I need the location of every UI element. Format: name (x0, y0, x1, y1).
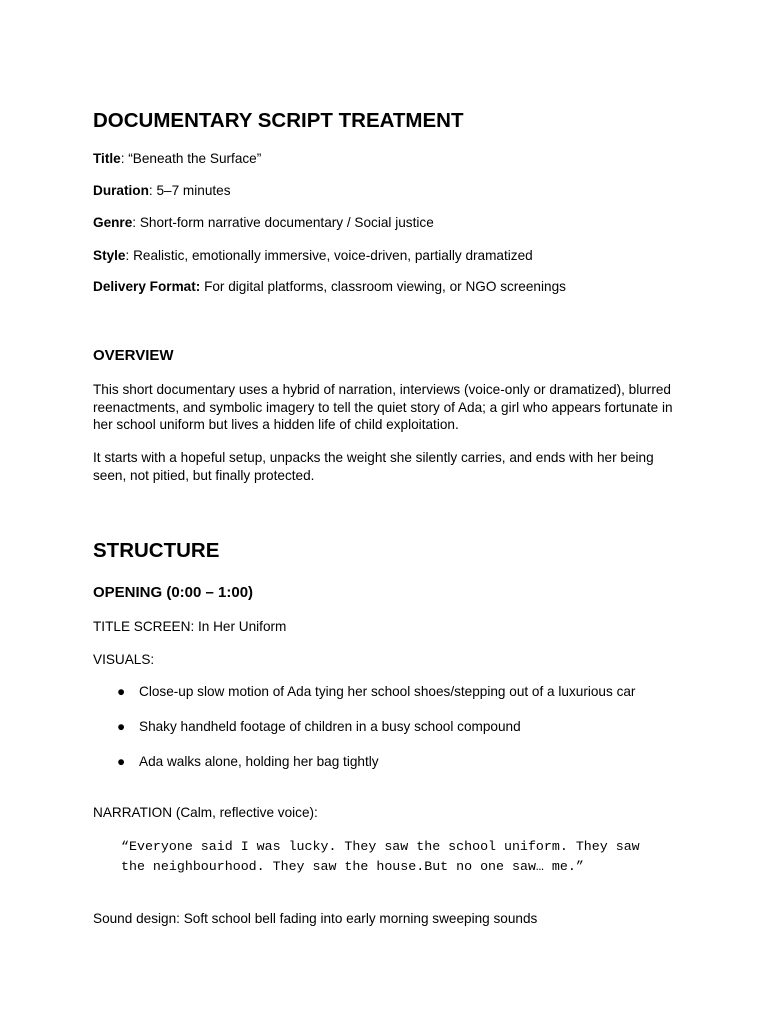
bullet-icon: ● (117, 684, 126, 699)
meta-duration-sep: : (148, 183, 157, 198)
meta-duration-label: Duration (93, 183, 149, 198)
meta-delivery-format (93, 278, 683, 296)
meta-title-value: “Beneath the Surface” (128, 151, 262, 166)
meta-style (93, 247, 683, 265)
structure-heading: STRUCTURE (93, 539, 220, 562)
visual-item-text: Close-up slow motion of Ada tying her school shoes/stepping out of a luxurious car (139, 684, 636, 699)
overview-paragraph-1: This short documentary uses a hybrid of narration, interviews (voice-only or dramatized), blurred reenactments, and symbolic imagery to tell the quiet story of Ada; a girl who appears fortunate in her school uniform but lives a hidden life of child exploitation. (93, 382, 673, 432)
visual-item-text: Ada walks alone, holding her bag tightly (139, 754, 379, 769)
meta-title-sep: : (120, 151, 129, 166)
document-heading: DOCUMENTARY SCRIPT TREATMENT (93, 109, 464, 132)
meta-duration (93, 182, 683, 200)
meta-duration-value: 5–7 minutes (156, 183, 231, 198)
meta-delivery-value: For digital platforms, classroom viewing, or NGO screenings (204, 279, 566, 294)
narration-quote: “Everyone said I was lucky. They saw the school uniform. They saw the neighbourhood. They saw the house.But no one saw… me.” (121, 839, 640, 874)
meta-genre-label: Genre (93, 215, 133, 230)
meta-title-label: Title (93, 151, 121, 166)
visuals-label: VISUALS: (93, 652, 155, 667)
meta-title (93, 150, 683, 168)
visual-item-text: Shaky handheld footage of children in a busy school compound (139, 719, 521, 734)
meta-genre-value: Short-form narrative documentary / Social justice (139, 215, 434, 230)
meta-genre (93, 214, 683, 232)
meta-style-label: Style (93, 248, 126, 263)
bullet-icon: ● (117, 754, 126, 769)
bullet-icon: ● (117, 719, 126, 734)
title-screen-line: TITLE SCREEN: In Her Uniform (93, 619, 287, 634)
meta-delivery-label: Delivery Format: (93, 279, 201, 294)
opening-heading: OPENING (0:00 – 1:00) (93, 584, 254, 601)
narration-label: NARRATION (Calm, reflective voice): (93, 805, 318, 820)
meta-style-value: Realistic, emotionally immersive, voice-driven, partially dramatized (133, 248, 533, 263)
overview-paragraph-2: It starts with a hopeful setup, unpacks the weight she silently carries, and ends with her being seen, not pitied, but finally protected. (93, 450, 654, 483)
overview-heading: OVERVIEW (93, 347, 174, 364)
meta-style-sep: : (125, 248, 134, 263)
sound-design-line: Sound design: Soft school bell fading into early morning sweeping sounds (93, 911, 538, 926)
meta-genre-sep: : (132, 215, 140, 230)
